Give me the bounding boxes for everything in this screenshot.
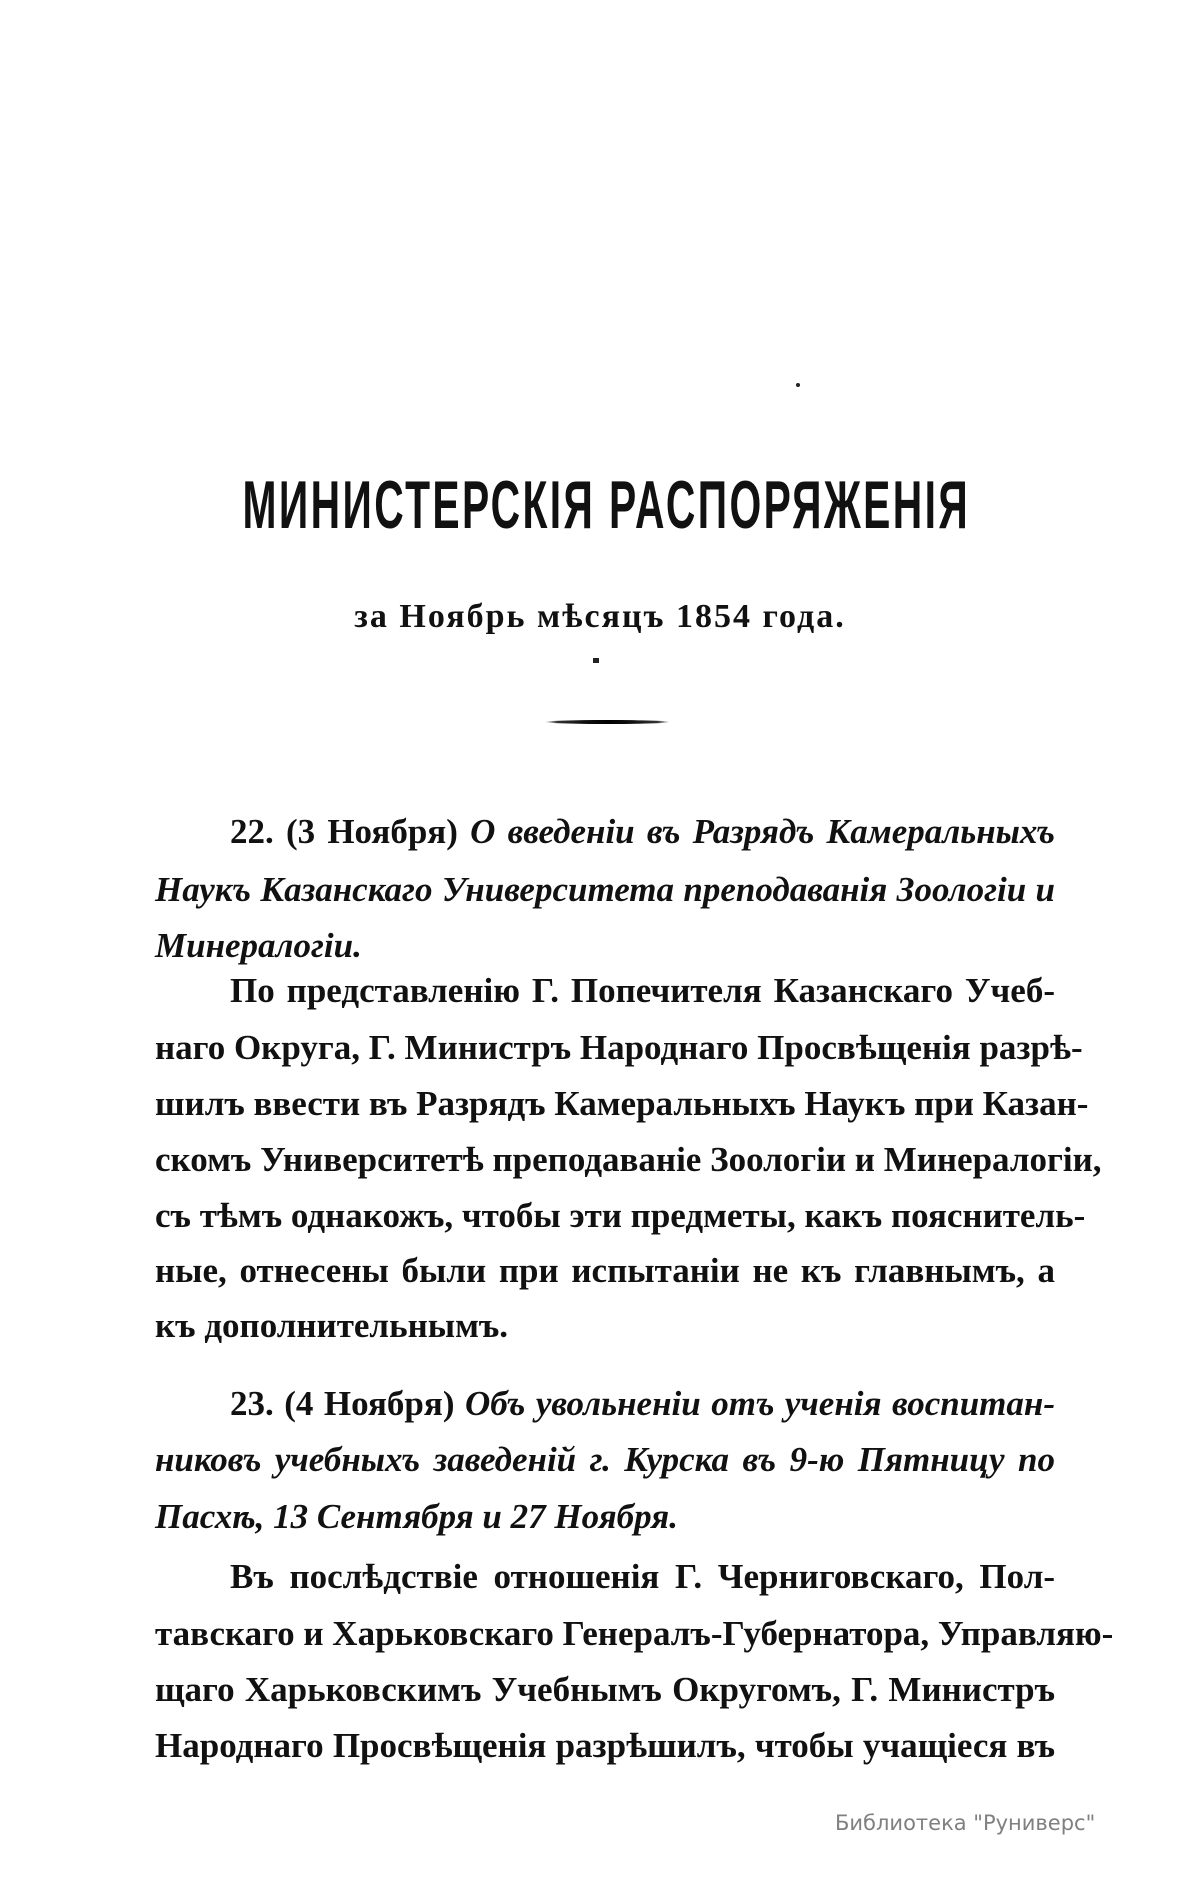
- section-23-heading-line: [230, 1384, 1055, 1424]
- body-line: Въ послѣдствіе отношенія Г. Черниговскаго, Пол-: [230, 1557, 1055, 1596]
- section-heading-line: Наукъ Казанскаго Университета преподаванія Зоологіи и: [155, 870, 1055, 909]
- subtitle-block: [0, 598, 1200, 636]
- section-heading-line: Пасхѣ, 13 Сентября и 27 Ноября.: [155, 1497, 678, 1536]
- body-line: Народнаго Просвѣщенія разрѣшилъ, чтобы учащіеся въ: [155, 1726, 1055, 1765]
- ornament-divider: [545, 720, 670, 724]
- body-line: По представленію Г. Попечителя Казанскаго Учеб-: [230, 971, 1055, 1010]
- body-line: тавскаго и Харьковскаго Генералъ-Губернатора, Управляю-: [155, 1614, 1114, 1653]
- section-heading-line: никовъ учебныхъ заведеній г. Курска въ 9-ю Пятницу по: [155, 1440, 1055, 1479]
- body-line: съ тѣмъ однакожъ, чтобы эти предметы, какъ пояснитель-: [155, 1196, 1086, 1235]
- section-heading: Объ увольненіи отъ ученія воспитан-: [465, 1384, 1055, 1423]
- body-line: скомъ Университетѣ преподаваніе Зоологіи и Минералогіи,: [155, 1140, 1102, 1179]
- section-heading-line: Минералогіи.: [155, 926, 362, 965]
- body-line: ные, отнесены были при испытаніи не къ главнымъ, а: [155, 1251, 1055, 1290]
- body-line: наго Округа, Г. Министръ Народнаго Просвѣщенія разрѣ-: [155, 1028, 1083, 1067]
- section-number: 23.: [230, 1384, 274, 1423]
- section-22-heading-line: [230, 812, 1055, 852]
- section-date: (4 Ноября): [284, 1384, 455, 1423]
- title-block: [0, 466, 1200, 544]
- ink-dot: [593, 658, 599, 663]
- library-watermark: Библиотека "Руниверс": [835, 1811, 1096, 1835]
- section-number: 22.: [230, 812, 274, 851]
- ink-dot: [796, 383, 800, 387]
- body-line: шилъ ввести въ Разрядъ Камеральныхъ Наукъ при Казан-: [155, 1084, 1089, 1123]
- page-subtitle: за Ноябрь мѣсяцъ 1854 года.: [354, 598, 846, 635]
- body-line: къ дополнительнымъ.: [155, 1306, 509, 1345]
- body-line: щаго Харьковскимъ Учебнымъ Округомъ, Г. Министръ: [155, 1670, 1055, 1709]
- page-title: МИНИСТЕРСКІЯ РАСПОРЯЖЕНІЯ: [242, 467, 971, 543]
- section-heading: О введеніи въ Разрядъ Камеральныхъ: [470, 812, 1055, 851]
- section-date: (3 Ноября): [285, 812, 458, 851]
